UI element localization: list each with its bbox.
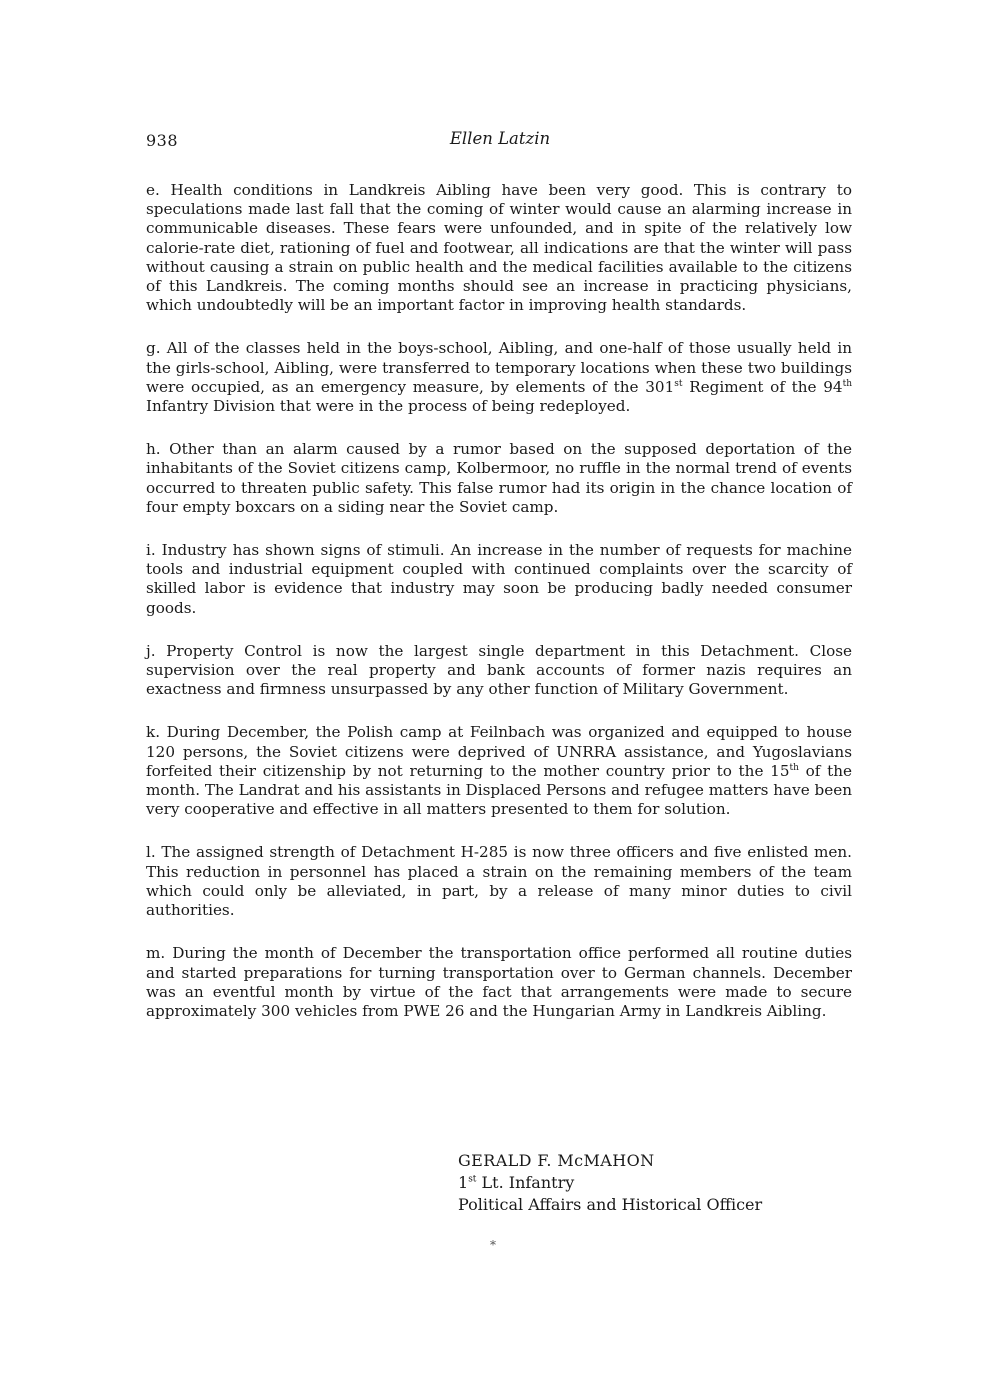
paragraph-e — [146, 181, 852, 315]
signature-name: GERALD F. McMAHON — [458, 1151, 655, 1170]
paragraph-text: Regiment of the 94 — [682, 377, 843, 396]
paragraph-j — [146, 642, 852, 700]
paragraph-l — [146, 843, 852, 920]
paragraph-text: h. Other than an alarm caused by a rumor based on the supposed deportation of the inhabitants of the Soviet citizens camp, Kolbermoor, no ruffle in the normal trend of events occurred to threaten public safety. This false rumor had its origin in the chance location of four empty boxcars on a siding near the Soviet camp. — [146, 440, 852, 516]
paragraph-text: l. The assigned strength of Detachment H-285 is now three officers and five enlisted men. This reduction in personnel has placed a strain on the remaining members of the team which could only be alleviated, in part, by a release of many minor duties to civil authorities. — [146, 843, 852, 920]
paragraph-text: j. Property Control is now the largest single department in this Detachment. Close supervision over the real property and bank accounts of former nazis requires an exactness and firmness unsurpassed by any other function of Military Government. — [146, 641, 852, 699]
signature-rank — [458, 1172, 762, 1194]
paragraph-text: of the month. The Landrat and his assistants in Displaced Persons and refugee matters have been very cooperative and effective in all matters presented to them for solution. — [146, 761, 852, 819]
running-head: Ellen Latzin — [449, 129, 551, 148]
paragraph-i — [146, 541, 852, 618]
ordinal-suffix: th — [789, 762, 799, 773]
paragraph-text: e. Health conditions in Landkreis Aibling have been very good. This is contrary to speculations made last fall that the coming of winter would cause an alarming increase in communicable diseases. These fears were unfounded, and in spite of the relatively low calorie-rate diet, rationing of fuel and footwear, all indications are that the winter will pass without causing a strain on public health and the medical facilities available to the citizens of this Landkreis. The coming months should see an increase in practicing physicians, which undoubtedly will be an important factor in improving health standards. — [146, 181, 852, 315]
paragraph-text: m. During the month of December the transportation office performed all routine duties and started preparations for turning transportation over to German channels. December was an eventful month by virtue of the fact that arrangements were made to secure approximately 300 vehicles from PWE 26 and the Hungarian Army in Landkreis Aibling. — [146, 944, 852, 1020]
body-text — [146, 181, 852, 1045]
paragraph-text: k. During December, the Polish camp at Feilnbach was organized and equipped to house 120 persons, the Soviet citizens were deprived of UNRRA assistance, and Yugoslavians forfeited their citizenship by not returning to the mother country prior to the 15 — [146, 723, 852, 780]
section-ornament: * — [490, 1238, 496, 1252]
paragraph-g — [146, 339, 852, 416]
paragraph-text: Infantry Division that were in the process of being redeployed. — [146, 397, 631, 416]
rank-text: Lt. Infantry — [476, 1173, 575, 1192]
signature-block — [458, 1150, 762, 1216]
rank-number: 1 — [458, 1173, 469, 1192]
signature-title: Political Affairs and Historical Officer — [458, 1195, 763, 1214]
paragraph-k — [146, 723, 852, 819]
ordinal-suffix: th — [842, 378, 852, 389]
paragraph-text: g. All of the classes held in the boys-school, Aibling, and one-half of those usually held in the girls-school, Aibling, were transferred to temporary locations when these two buildings were occupied, as an emergency measure, by elements of the 301 — [146, 339, 852, 396]
ordinal-suffix: st — [468, 1174, 477, 1185]
paragraph-text: i. Industry has shown signs of stimuli. An increase in the number of requests for machine tools and industrial equipment coupled with continued complaints over the scarcity of skilled labor is evidence that industry may soon be producing badly needed consumer goods. — [146, 541, 852, 617]
paragraph-h — [146, 440, 852, 517]
page-number: 938 — [146, 131, 179, 150]
paragraph-m — [146, 944, 852, 1021]
ordinal-suffix: st — [674, 378, 683, 389]
